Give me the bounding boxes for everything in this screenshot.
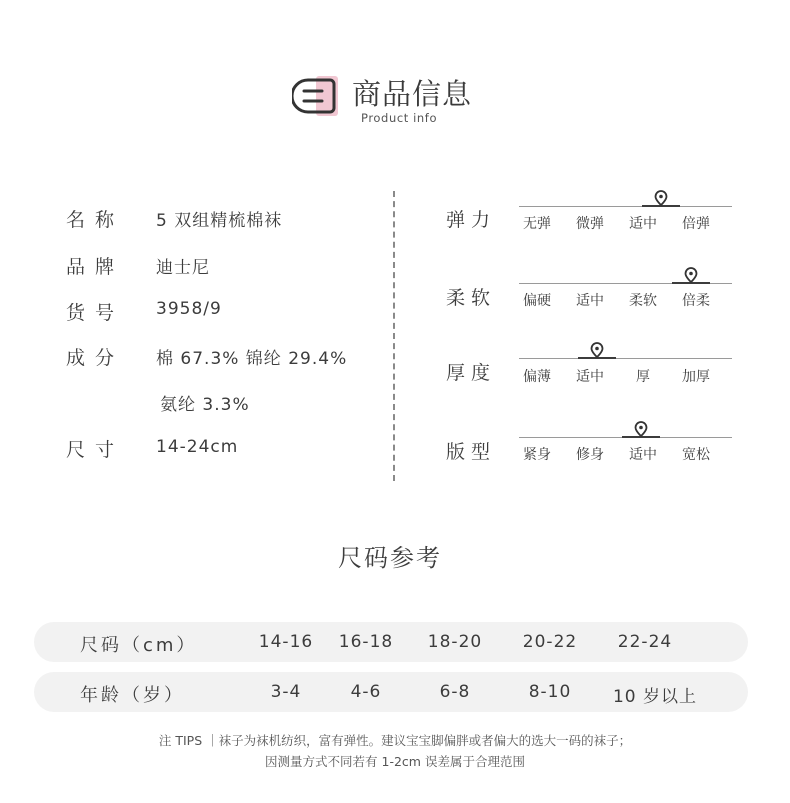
size-cell: 3-4 xyxy=(270,682,302,702)
page-subtitle: Product info xyxy=(361,111,438,125)
location-pin-icon xyxy=(654,190,668,206)
scale-option: 偏薄 xyxy=(523,369,551,385)
scale-option: 柔软 xyxy=(629,293,657,309)
info-label-item-number: 货号 xyxy=(66,302,125,324)
size-reference-title: 尺码参考 xyxy=(338,544,442,572)
scale-label-elasticity: 弹力 xyxy=(446,209,497,231)
footer-note: 注 TIPS ｜袜子为袜机纺织，富有弹性。建议宝宝脚偏胖或者偏大的选大一码的袜子； xyxy=(158,733,632,748)
scale-option: 倍柔 xyxy=(682,293,710,309)
scale-option: 修身 xyxy=(576,447,604,463)
scale-option: 偏硬 xyxy=(523,293,551,309)
size-cell: 4-6 xyxy=(350,682,382,702)
info-label-composition: 成分 xyxy=(66,347,125,369)
location-pin-icon xyxy=(634,421,648,437)
scale-option: 宽松 xyxy=(682,447,710,463)
scale-option: 加厚 xyxy=(682,369,710,385)
info-value-name: 5 双组精梳棉袜 xyxy=(156,211,283,231)
scale-option: 适中 xyxy=(576,293,604,309)
info-value-brand: 迪士尼 xyxy=(156,258,210,278)
footer-note-tolerance: 因测量方式不同若有 1-2cm 误差属于合理范围 xyxy=(265,754,525,769)
size-cell: 20-22 xyxy=(522,632,578,652)
scale-option: 紧身 xyxy=(523,447,551,463)
page-title: 商品信息 xyxy=(352,77,473,111)
scale-option: 适中 xyxy=(629,216,657,232)
scale-option: 适中 xyxy=(576,369,604,385)
scale-option: 厚 xyxy=(636,369,650,385)
size-cell: 16-18 xyxy=(338,632,394,652)
scale-option: 微弹 xyxy=(576,216,604,232)
section-divider xyxy=(393,191,395,481)
info-label-name: 名称 xyxy=(66,209,125,231)
scale-line-elasticity xyxy=(519,206,732,207)
scale-option: 适中 xyxy=(629,447,657,463)
info-value-composition: 棉 67.3% 锦纶 29.4% xyxy=(156,349,348,369)
document-list-icon xyxy=(292,74,344,118)
size-row-header: 尺码（cm） xyxy=(80,635,198,656)
size-cell: 10 岁以上 xyxy=(612,687,698,707)
size-row-cm xyxy=(34,622,748,662)
size-cell: 22-24 xyxy=(617,632,673,652)
size-cell: 18-20 xyxy=(427,632,483,652)
location-pin-icon xyxy=(684,267,698,283)
size-row-age xyxy=(34,672,748,712)
info-value-composition-extra: 氨纶 3.3% xyxy=(160,395,250,415)
info-value-size: 14-24cm xyxy=(156,437,239,457)
scale-label-fit: 版型 xyxy=(446,441,497,463)
scale-option: 无弹 xyxy=(523,216,551,232)
info-value-item-number: 3958/9 xyxy=(156,299,222,319)
scale-label-thickness: 厚度 xyxy=(446,362,497,384)
scale-option: 倍弹 xyxy=(682,216,710,232)
info-label-brand: 品牌 xyxy=(66,256,125,278)
size-cell: 14-16 xyxy=(258,632,314,652)
scale-label-softness: 柔软 xyxy=(446,287,497,309)
location-pin-icon xyxy=(590,342,604,358)
size-cell: 8-10 xyxy=(528,682,572,702)
size-row-header: 年龄（岁） xyxy=(80,685,185,706)
size-cell: 6-8 xyxy=(439,682,471,702)
info-label-size: 尺寸 xyxy=(66,439,125,461)
scale-line-thickness xyxy=(519,358,732,359)
